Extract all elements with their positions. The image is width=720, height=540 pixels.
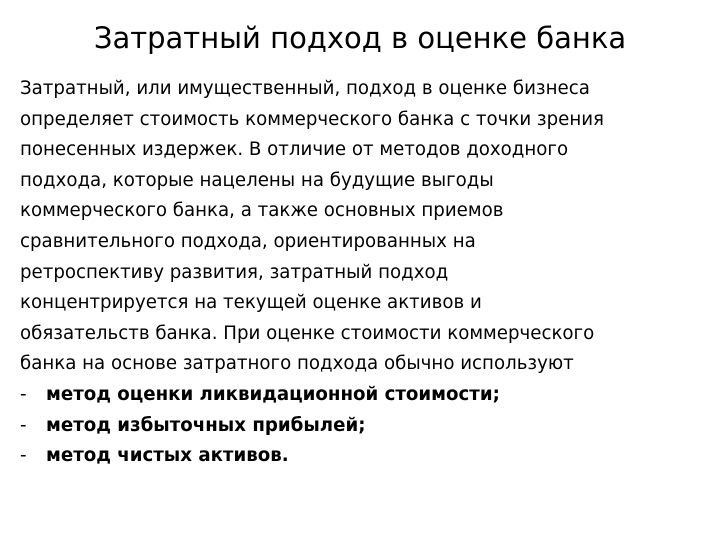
body-paragraph bbox=[20, 74, 700, 380]
bullet-dash: - bbox=[20, 445, 27, 467]
paragraph-line: ретроспективу развития, затратный подход bbox=[20, 261, 449, 283]
paragraph-line: банка на основе затратного подхода обычно используют bbox=[20, 353, 574, 375]
paragraph-line: концентрируется на текущей оценке активов и bbox=[20, 292, 482, 314]
paragraph-line: коммерческого банка, а также основных приемов bbox=[20, 200, 504, 222]
bullet-text: метод чистых активов. bbox=[46, 445, 289, 467]
paragraph-line: сравнительного подхода, ориентированных на bbox=[20, 230, 476, 252]
paragraph-line: определяет стоимость коммерческого банка с точки зрения bbox=[20, 108, 604, 130]
paragraph-line: понесенных издержек. В отличие от методов доходного bbox=[20, 139, 569, 161]
list-item-net-assets bbox=[20, 441, 700, 472]
paragraph-line: подхода, которые нацелены на будущие выгоды bbox=[20, 169, 494, 191]
list-item-liquidation-value bbox=[20, 380, 700, 411]
paragraph-line: Затратный, или имущественный, подход в оценке бизнеса bbox=[20, 78, 590, 99]
bullet-text: метод избыточных прибылей; bbox=[46, 414, 366, 436]
slide-body bbox=[20, 74, 700, 472]
bullet-dash: - bbox=[20, 414, 27, 436]
slide-title: Затратный подход в оценке банка bbox=[93, 21, 627, 55]
paragraph-line: обязательств банка. При оценке стоимости коммерческого bbox=[20, 322, 595, 344]
bullet-dash: - bbox=[20, 383, 27, 405]
list-item-excess-earnings bbox=[20, 411, 700, 442]
methods-list bbox=[20, 380, 700, 472]
bullet-text: метод оценки ликвидационной стоимости; bbox=[46, 383, 500, 405]
